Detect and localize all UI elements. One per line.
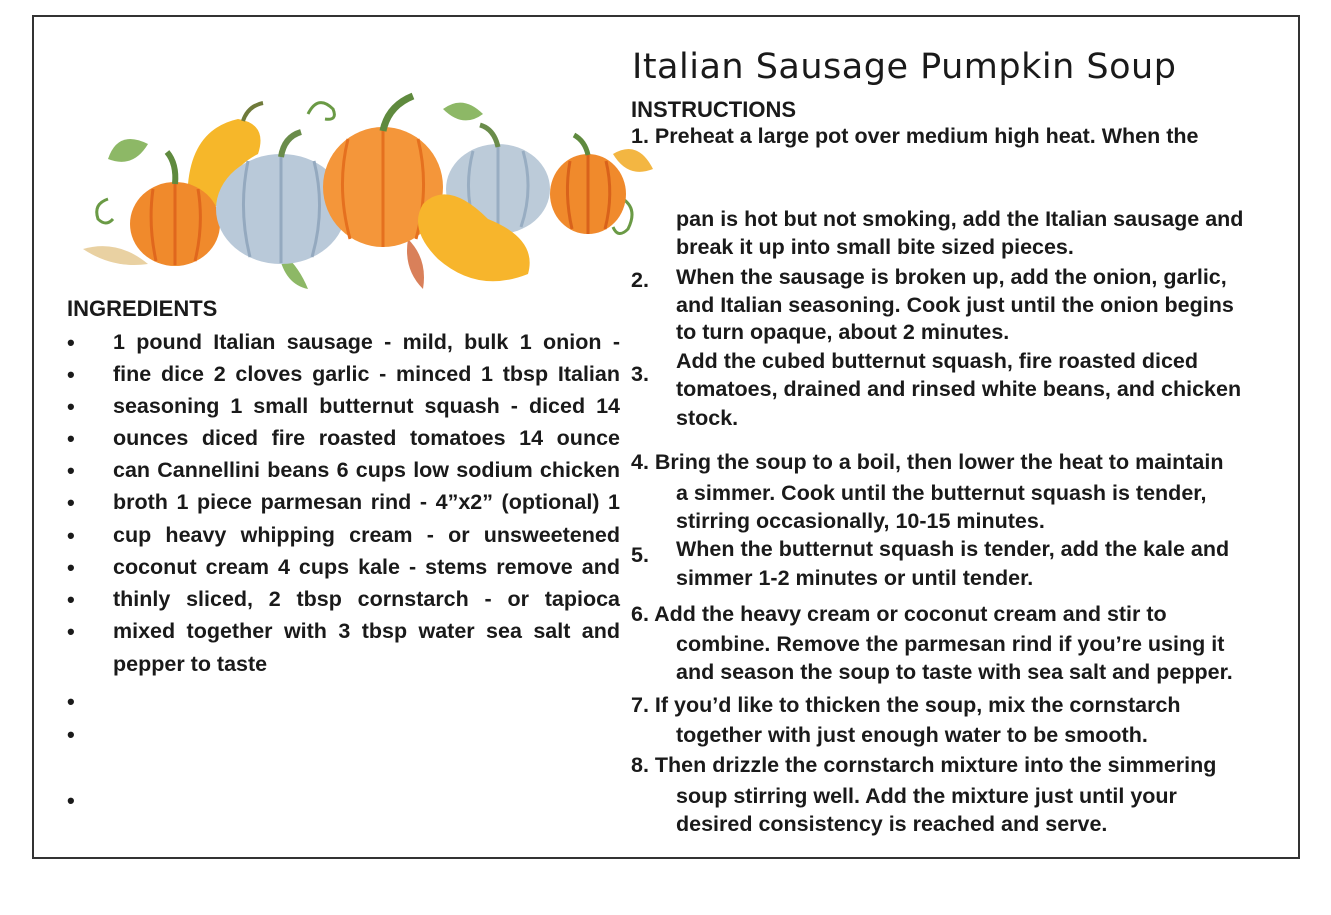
- instruction-line: When the sausage is broken up, add the onion, garlic,: [676, 265, 1227, 289]
- ingredient-line: 1 pound Italian sausage - mild, bulk 1 onion -: [113, 330, 620, 354]
- instruction-line: a simmer. Cook until the butternut squash is tender,: [676, 481, 1207, 505]
- recipe-title: Italian Sausage Pumpkin Soup: [632, 47, 1177, 87]
- bullet: •: [67, 523, 75, 548]
- instruction-line: 6. Add the heavy cream or coconut cream and stir to: [631, 602, 1167, 626]
- step-number: 3.: [631, 362, 649, 386]
- instruction-line: 4. Bring the soup to a boil, then lower the heat to maintain: [631, 450, 1224, 474]
- instruction-line: 8. Then drizzle the cornstarch mixture into the simmering: [631, 753, 1217, 777]
- step-number: 2.: [631, 268, 649, 292]
- bullet: •: [67, 458, 75, 483]
- ingredient-line: mixed together with 3 tbsp water sea salt and: [113, 619, 620, 643]
- bullet: •: [67, 788, 75, 813]
- instruction-line: 7. If you’d like to thicken the soup, mix the cornstarch: [631, 693, 1181, 717]
- ingredients-heading: INGREDIENTS: [67, 296, 218, 321]
- ingredient-line: broth 1 piece parmesan rind - 4”x2” (optional) 1: [113, 490, 620, 514]
- bullet: •: [67, 330, 75, 355]
- bullet: •: [67, 394, 75, 419]
- instruction-line: simmer 1-2 minutes or until tender.: [676, 566, 1034, 590]
- bullet: •: [67, 689, 75, 714]
- ingredient-line: cup heavy whipping cream - or unsweetened: [113, 523, 620, 547]
- instruction-line: and season the soup to taste with sea salt and pepper.: [676, 660, 1233, 684]
- instruction-line: and Italian seasoning. Cook just until the onion begins: [676, 293, 1234, 317]
- instruction-line: Add the cubed butternut squash, fire roasted diced: [676, 349, 1199, 373]
- instruction-line: break it up into small bite sized pieces.: [676, 235, 1074, 259]
- ingredient-line: thinly sliced, 2 tbsp cornstarch - or tapioca: [113, 587, 620, 611]
- orange-pumpkin-icon: [550, 135, 626, 234]
- instruction-line: stock.: [676, 406, 739, 430]
- ingredient-line: fine dice 2 cloves garlic - minced 1 tbsp Italian: [113, 362, 620, 386]
- bullet: •: [67, 555, 75, 580]
- instruction-line: 1. Preheat a large pot over medium high heat. When the: [631, 124, 1199, 148]
- instruction-line: soup stirring well. Add the mixture just until your: [676, 784, 1177, 808]
- instruction-line: together with just enough water to be smooth.: [676, 723, 1148, 747]
- instruction-line: tomatoes, drained and rinsed white beans, and chicken: [676, 377, 1242, 401]
- instruction-line: stirring occasionally, 10-15 minutes.: [676, 509, 1045, 533]
- instruction-line: combine. Remove the parmesan rind if you’re using it: [676, 632, 1225, 656]
- bullet: •: [67, 587, 75, 612]
- recipe-card: [32, 15, 1300, 859]
- ingredient-line: seasoning 1 small butternut squash - diced 14: [113, 394, 620, 418]
- bullet: •: [67, 362, 75, 387]
- ingredient-line: can Cannellini beans 6 cups low sodium chicken: [113, 458, 620, 482]
- bullet: •: [67, 490, 75, 515]
- bullet: •: [67, 722, 75, 747]
- ingredient-line: ounces diced fire roasted tomatoes 14 ounce: [113, 426, 620, 450]
- ingredient-line: pepper to taste: [113, 652, 268, 676]
- instruction-line: desired consistency is reached and serve.: [676, 812, 1108, 836]
- step-number: 5.: [631, 543, 649, 567]
- pumpkin-illustration: [78, 89, 653, 299]
- instruction-line: pan is hot but not smoking, add the Italian sausage and: [676, 207, 1244, 231]
- ingredient-line: coconut cream 4 cups kale - stems remove and: [113, 555, 620, 579]
- bullet: •: [67, 619, 75, 644]
- instruction-line: When the butternut squash is tender, add the kale and: [676, 537, 1230, 561]
- instruction-line: to turn opaque, about 2 minutes.: [676, 320, 1010, 344]
- instructions-heading: INSTRUCTIONS: [631, 97, 796, 122]
- bullet: •: [67, 426, 75, 451]
